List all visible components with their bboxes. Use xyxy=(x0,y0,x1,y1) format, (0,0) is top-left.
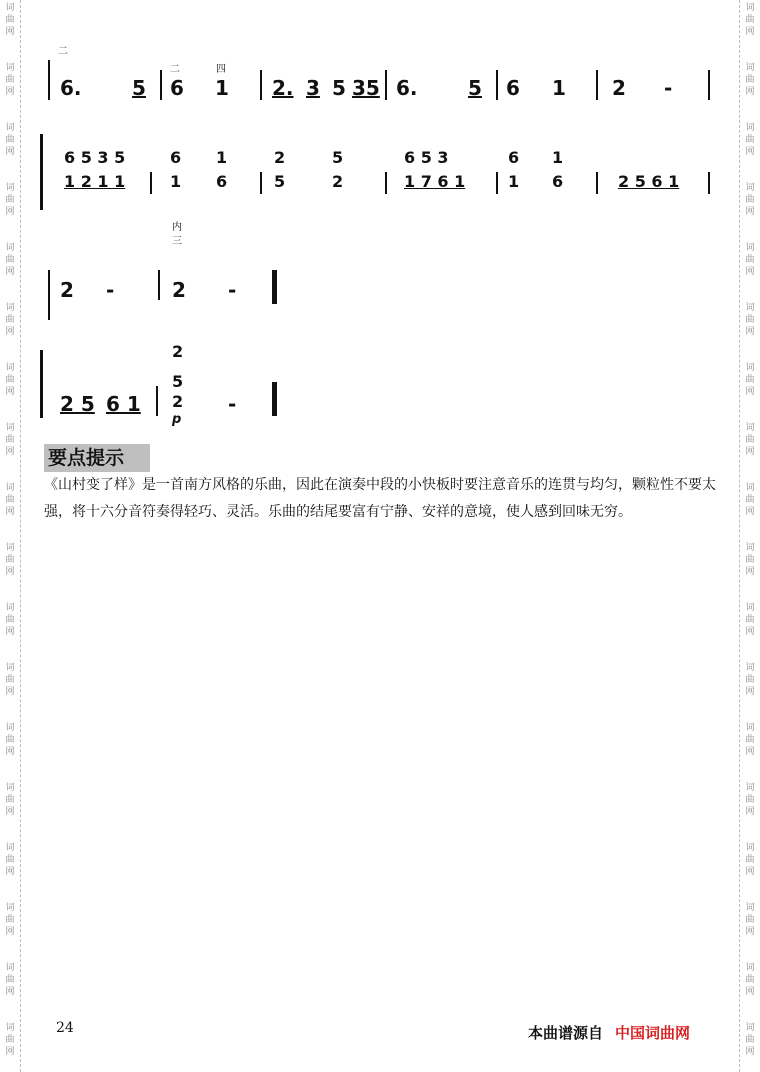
note: - xyxy=(228,278,237,302)
note-upper: 5 xyxy=(332,148,344,167)
source-label: 本曲谱源自 xyxy=(528,1024,604,1042)
barline xyxy=(496,70,498,100)
watermark-text: 词 曲 网 xyxy=(5,543,15,577)
watermark-text: 词 曲 网 xyxy=(745,363,755,397)
brace xyxy=(40,350,43,418)
watermark-text: 词 曲 网 xyxy=(5,63,15,97)
watermark-text: 词 曲 网 xyxy=(5,903,15,937)
watermark-text: 词 曲 网 xyxy=(745,783,755,817)
string-mark: 四 xyxy=(216,64,226,75)
watermark-text: 词 曲 网 xyxy=(745,183,755,217)
brace xyxy=(40,134,43,210)
note: 2 xyxy=(172,278,186,302)
watermark-text: 词 曲 网 xyxy=(5,243,15,277)
note: 6. xyxy=(396,76,418,100)
note-lower: 2 xyxy=(332,172,344,191)
note: 2 xyxy=(60,278,74,302)
note: 2 5 xyxy=(60,392,95,416)
source-credit xyxy=(528,1022,690,1043)
watermark-text: 词 曲 网 xyxy=(5,483,15,517)
barline xyxy=(708,172,710,194)
watermark-text: 词 曲 网 xyxy=(5,843,15,877)
note: 2 xyxy=(172,342,184,361)
watermark-text: 词 曲 网 xyxy=(745,723,755,757)
watermark-text: 词 曲 网 xyxy=(5,363,15,397)
note-lower: 1 xyxy=(508,172,520,191)
note-upper: 1 xyxy=(552,148,564,167)
note: - xyxy=(106,278,115,302)
barline xyxy=(596,172,598,194)
barline xyxy=(708,70,710,100)
note-upper: 6 5 3 xyxy=(404,148,449,167)
note: 1 xyxy=(552,76,566,100)
note-upper: 2 xyxy=(274,148,286,167)
string-mark: 内 xyxy=(172,222,182,233)
watermark-text: 词 曲 网 xyxy=(5,303,15,337)
barline xyxy=(496,172,498,194)
note: 6 xyxy=(170,76,184,100)
watermark-text: 词 曲 网 xyxy=(745,1023,755,1057)
watermark-text: 词 曲 网 xyxy=(745,423,755,457)
watermark-text: 词 曲 网 xyxy=(5,123,15,157)
barline xyxy=(596,70,598,100)
watermark-text: 词 曲 网 xyxy=(745,843,755,877)
note-upper: 6 xyxy=(508,148,520,167)
string-mark: 二 xyxy=(58,46,68,57)
note: 35 xyxy=(352,76,380,100)
dynamic-mark: p xyxy=(172,412,182,427)
barline xyxy=(48,60,50,100)
right-margin-strip xyxy=(739,0,760,1072)
section-heading: 要点提示 xyxy=(44,444,150,472)
watermark-text: 词 曲 网 xyxy=(5,1023,15,1057)
final-barline xyxy=(272,382,277,416)
barline xyxy=(156,386,158,416)
note: 6 1 xyxy=(106,392,141,416)
barline xyxy=(160,70,162,100)
note: 2 xyxy=(612,76,626,100)
note: 2. xyxy=(272,76,294,100)
page-number: 24 xyxy=(56,1020,74,1036)
watermark-text: 词 曲 网 xyxy=(5,783,15,817)
barline xyxy=(48,270,50,320)
score-row-1 xyxy=(40,40,730,110)
watermark-text: 词 曲 网 xyxy=(745,243,755,277)
note-lower: 5 xyxy=(274,172,286,191)
watermark-text: 词 曲 网 xyxy=(745,303,755,337)
watermark-text: 词 曲 网 xyxy=(5,723,15,757)
note: 5 xyxy=(172,372,184,391)
note: 2 xyxy=(172,392,184,411)
barline xyxy=(385,172,387,194)
note-upper: 6 5 3 5 xyxy=(64,148,126,167)
note: - xyxy=(228,392,237,416)
watermark-text: 词 曲 网 xyxy=(5,603,15,637)
note: 3 xyxy=(306,76,320,100)
barline xyxy=(158,270,160,300)
barline xyxy=(260,70,262,100)
string-mark: 三 xyxy=(172,236,182,247)
watermark-text: 词 曲 网 xyxy=(5,3,15,37)
note: 5 xyxy=(468,76,482,100)
barline xyxy=(260,172,262,194)
watermark-text: 词 曲 网 xyxy=(5,663,15,697)
note: 1 xyxy=(215,76,229,100)
final-barline xyxy=(272,270,277,304)
note: 5 xyxy=(132,76,146,100)
watermark-text: 词 曲 网 xyxy=(745,543,755,577)
watermark-text: 词 曲 网 xyxy=(745,903,755,937)
note: 6. xyxy=(60,76,82,100)
source-site-link[interactable]: 中国词曲网 xyxy=(615,1024,691,1042)
watermark-text: 词 曲 网 xyxy=(745,603,755,637)
watermark-text: 词 曲 网 xyxy=(745,663,755,697)
note-lower: 2 5 6 1 xyxy=(618,172,680,191)
watermark-text: 词 曲 网 xyxy=(745,3,755,37)
watermark-text: 词 曲 网 xyxy=(745,483,755,517)
barline xyxy=(385,70,387,100)
string-mark: 二 xyxy=(170,64,180,75)
note-upper: 6 xyxy=(170,148,182,167)
watermark-text: 词 曲 网 xyxy=(745,963,755,997)
score-row-3 xyxy=(40,210,730,330)
score-row-2 xyxy=(40,120,730,210)
section-body: 《山村变了样》是一首南方风格的乐曲，因此在演奏中段的小快板时要注意音乐的连贯与均匀，颗粒性不要太强，将十六分音符奏得轻巧、灵活。乐曲的结尾要富有宁静、安祥的意境，使人感到回味无穷。 xyxy=(44,477,716,520)
note: - xyxy=(664,76,673,100)
note-lower: 1 7 6 1 xyxy=(404,172,466,191)
note-lower: 6 xyxy=(552,172,564,191)
note: 5 xyxy=(332,76,346,100)
note-upper: 1 xyxy=(216,148,228,167)
note-lower: 1 xyxy=(170,172,182,191)
score-row-4 xyxy=(40,330,730,430)
note: 6 xyxy=(506,76,520,100)
watermark-text: 词 曲 网 xyxy=(5,423,15,457)
watermark-text: 词 曲 网 xyxy=(745,123,755,157)
watermark-text: 词 曲 网 xyxy=(5,963,15,997)
left-margin-strip xyxy=(0,0,21,1072)
barline xyxy=(150,172,152,194)
watermark-text: 词 曲 网 xyxy=(745,63,755,97)
note-lower: 6 xyxy=(216,172,228,191)
watermark-text: 词 曲 网 xyxy=(5,183,15,217)
note-lower: 1 2 1 1 xyxy=(64,172,126,191)
